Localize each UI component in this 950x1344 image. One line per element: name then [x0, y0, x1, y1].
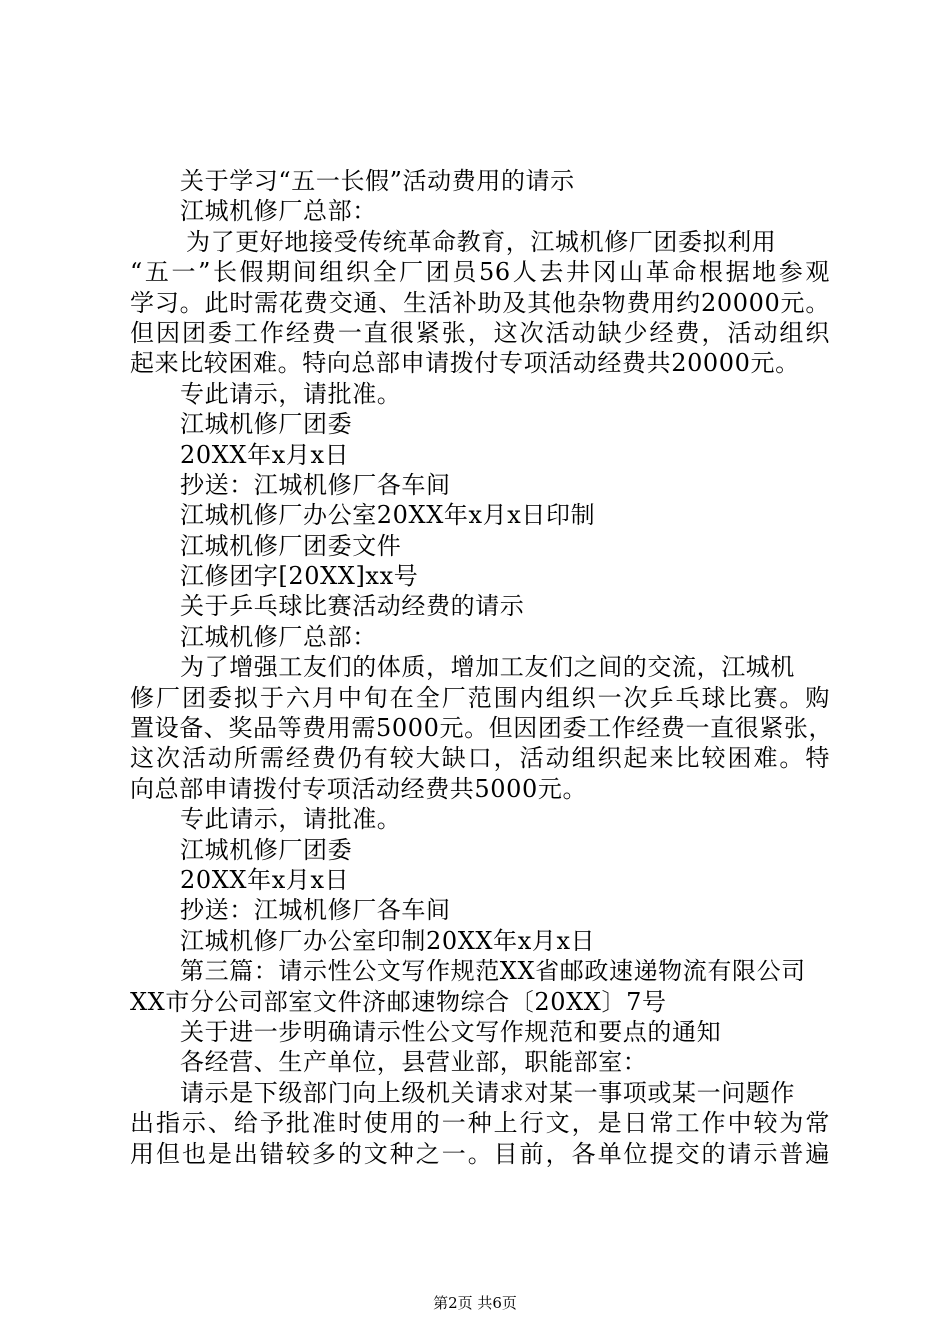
- document-line: 请示是下级部门向上级机关请求对某一事项或某一问题作: [180, 1078, 795, 1107]
- document-line: 关于进一步明确请示性公文写作规范和要点的通知: [180, 1017, 722, 1046]
- document-line: 抄送：江城机修厂各车间: [180, 470, 451, 499]
- document-line: 江城机修厂团委: [180, 410, 353, 439]
- document-line: 修厂团委拟于六月中旬在全厂范围内组织一次乒乓球比赛。购: [130, 683, 830, 712]
- document-line: 抄送：江城机修厂各车间: [180, 896, 451, 925]
- document-line: 为了更好地接受传统革命教育，江城机修厂团委拟利用: [186, 227, 777, 256]
- document-line: 关于学习“五一长假”活动费用的请示: [180, 167, 575, 195]
- document-line: 这次活动所需经费仍有较大缺口，活动组织起来比较困难。特: [130, 744, 830, 773]
- document-body: [130, 166, 834, 1169]
- document-line: 江城机修厂团委: [180, 835, 353, 864]
- document-line: 各经营、生产单位，县营业部，职能部室：: [180, 1048, 648, 1077]
- document-line: 但因团委工作经费一直很紧张，这次活动缺少经费，活动组织: [130, 318, 830, 347]
- page-footer: 第2页 共6页: [433, 1294, 517, 1312]
- document-line: 江城机修厂总部：: [180, 622, 377, 651]
- document-line: 为了增强工友们的体质，增加工友们之间的交流，江城机: [180, 653, 795, 682]
- document-line: 江城机修厂办公室20XX年x月x日印制: [180, 501, 596, 530]
- document-line: 置设备、奖品等费用需5000元。但因团委工作经费一直很紧张，: [130, 714, 834, 743]
- document-line: XX市分公司部室文件济邮速物综合〔20XX〕7号: [130, 987, 667, 1016]
- document-line: 用但也是出错较多的文种之一。目前，各单位提交的请示普遍: [130, 1139, 830, 1168]
- document-line: “五一”长假期间组织全厂团员56人去井冈山革命根据地参观: [130, 258, 830, 287]
- document-line: 出指示、给予批准时使用的一种上行文，是日常工作中较为常: [130, 1109, 830, 1138]
- document-line: 江城机修厂团委文件: [180, 531, 402, 560]
- document-line: 关于乒乓球比赛活动经费的请示: [180, 592, 525, 621]
- document-line: 学习。此时需花费交通、生活补助及其他杂物费用约20000元。: [130, 288, 830, 317]
- document-line: 起来比较困难。特向总部申请拨付专项活动经费共20000元。: [130, 349, 800, 378]
- document-line: 江修团字[20XX]xx号: [180, 562, 419, 591]
- document-line: 20XX年x月x日: [180, 440, 350, 469]
- document-line: 江城机修厂总部：: [180, 197, 377, 226]
- document-line: 向总部申请拨付专项活动经费共5000元。: [130, 774, 588, 803]
- document-line: 江城机修厂办公室印制20XX年x月x日: [180, 926, 596, 955]
- document-line: 专此请示，请批准。: [180, 379, 402, 408]
- document-line: 专此请示，请批准。: [180, 805, 402, 834]
- document-line: 第三篇：请示性公文写作规范XX省邮政速递物流有限公司: [180, 957, 806, 986]
- document-line: 20XX年x月x日: [180, 865, 350, 894]
